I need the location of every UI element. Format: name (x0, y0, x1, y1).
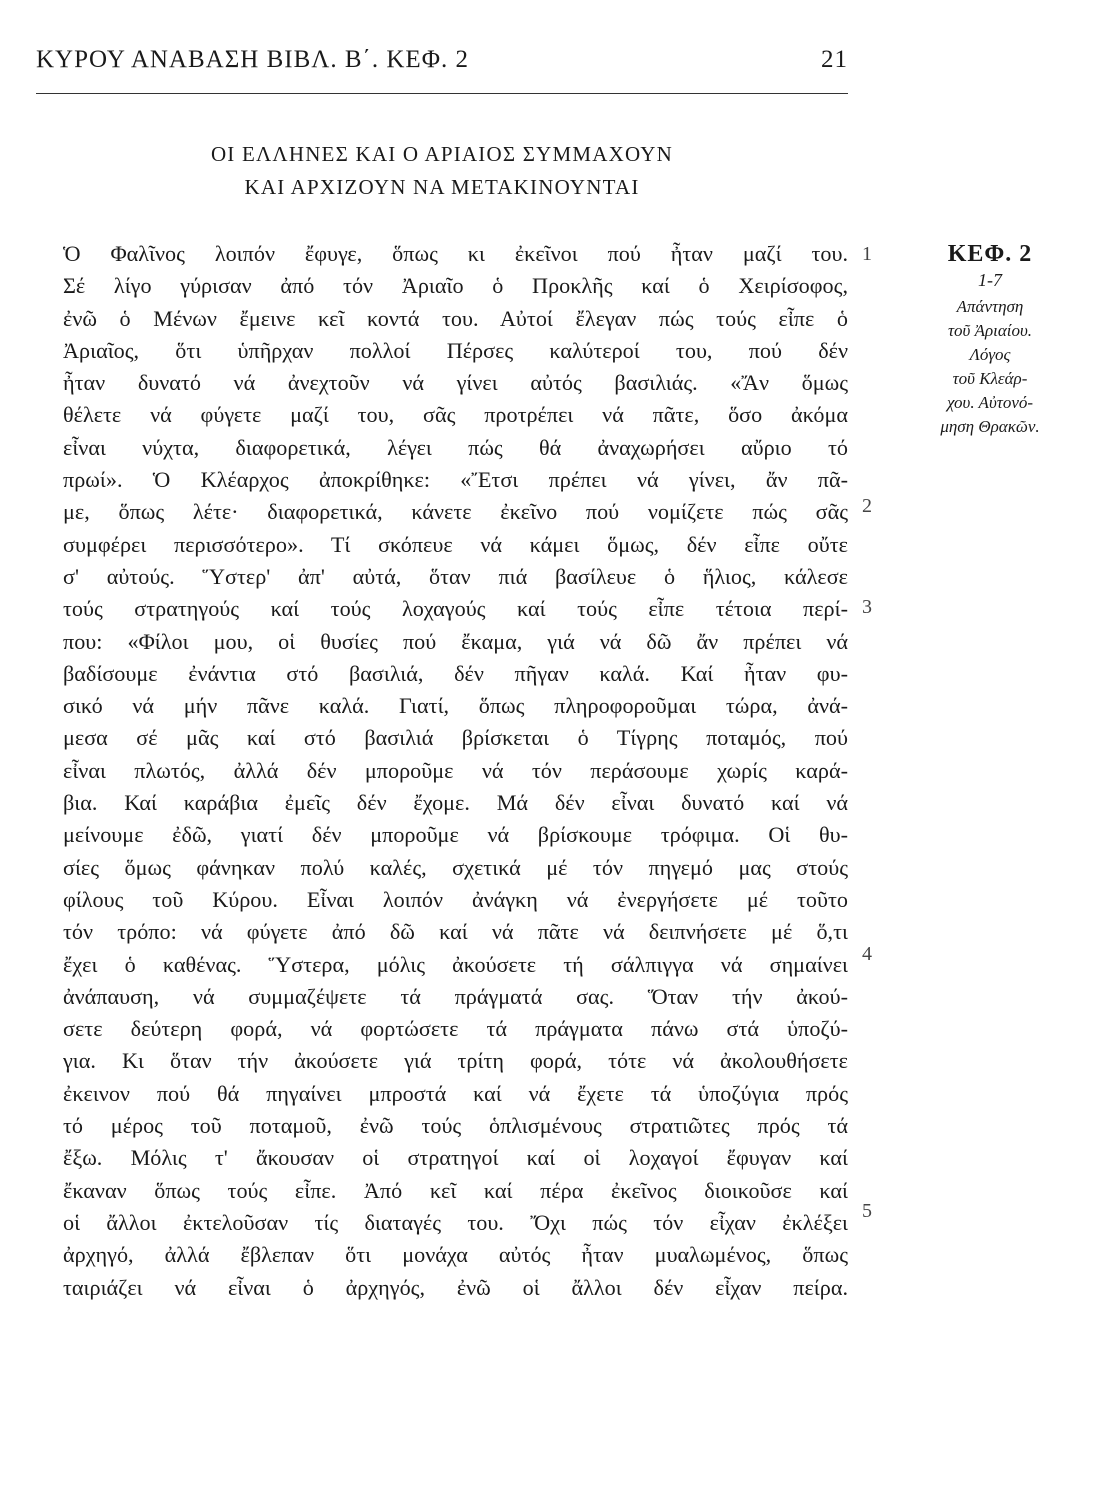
running-title: ΚΥΡΟΥ ΑΝΑΒΑΣΗ ΒΙΒΛ. Β΄. ΚΕΦ. 2 (36, 46, 469, 73)
text-line: θέλετε νά φύγετε μαζί του, σᾶς προτρέπει νά πᾶτε, ὅσο ἀκόμα (63, 402, 848, 428)
text-line: ἔξω. Μόλις τ' ἄκουσαν οἱ στρατηγοί καί οἱ λοχαγοί ἔφυγαν καί (63, 1145, 848, 1171)
text-line: Σέ λίγο γύρισαν ἀπό τόν Ἀριαῖο ὁ Προκλῆς καί ὁ Χειρίσοφος, (63, 273, 848, 299)
text-line: Ἀριαῖος, ὅτι ὑπῆρχαν πολλοί Πέρσες καλύτεροί του, πού δέν (63, 337, 848, 363)
text-line: εἶναι νύχτα, διαφορετικά, λέγει πώς θά ἀναχωρήσει αὔριο τό (63, 434, 848, 460)
summary-line: χου. Αὐτονό- (946, 393, 1034, 412)
margin-summary (905, 241, 1075, 439)
text-line: ἔχει ὁ καθένας. Ὕστερα, μόλις ἀκούσετε τή σάλπιγγα νά σημαίνει (63, 951, 848, 977)
text-line: τό μέρος τοῦ ποταμοῦ, ἐνῶ τούς ὁπλισμένους στρατιῶτες πρός τά (63, 1113, 848, 1139)
text-line: για. Κι ὅταν τήν ἀκούσετε γιά τρίτη φορά, τότε νά ἀκολουθήσετε (63, 1048, 848, 1074)
page-number: 21 (821, 46, 848, 73)
text-line: Ὁ Φαλῖνος λοιπόν ἔφυγε, ὅπως κι ἐκεῖνοι πού ἦταν μαζί του. (63, 241, 848, 266)
text-line: που: «Φίλοι μου, οἱ θυσίες πού ἔκαμα, γιά νά δῶ ἄν πρέπει νά (63, 628, 848, 654)
section-number-4: 4 (862, 943, 872, 965)
section-number-1: 1 (862, 243, 872, 265)
text-line: πρωί». Ὁ Κλέαρχος ἀποκρίθηκε: «Ἔτσι πρέπει νά γίνει, ἄν πᾶ- (63, 467, 848, 493)
header-rule (36, 93, 848, 94)
body-text (63, 238, 848, 1304)
summary-line: τοῦ Ἀριαίου. (947, 321, 1033, 340)
section-number-5: 5 (862, 1200, 872, 1222)
text-line: ἦταν δυνατό νά ἀνεχτοῦν νά γίνει αὐτός βασιλιάς. «Ἄν ὅμως (63, 370, 848, 396)
text-line: ἐκεινον πού θά πηγαίνει μπροστά καί νά ἔχετε τά ὑποζύγια πρός (63, 1080, 848, 1106)
text-line: τούς στρατηγούς καί τούς λοχαγούς καί τούς εἶπε τέτοια περί- (63, 596, 848, 622)
text-line: οἱ ἄλλοι ἐκτελοῦσαν τίς διαταγές του. Ὄχι πώς τόν εἶχαν ἐκλέξει (63, 1209, 848, 1235)
text-line: φίλους τοῦ Κύρου. Εἶναι λοιπόν ἀνάγκη νά ἐνεργήσετε μέ τοῦτο (63, 886, 848, 912)
running-header (36, 46, 848, 86)
text-line: μεσα σέ μᾶς καί στό βασιλιά βρίσκεται ὁ Τίγρης ποταμός, πού (63, 725, 848, 751)
text-line: σ' αὐτούς. Ὕστερ' ἀπ' αὐτά, ὅταν πιά βασίλευε ὁ ἥλιος, κάλεσε (63, 563, 848, 589)
text-line: ἀνάπαυση, νά συμμαζέψετε τά πράγματά σας. Ὅταν τήν ἀκού- (63, 983, 848, 1009)
summary-line: μηση Θρακῶν. (940, 417, 1040, 436)
text-line: ἐνῶ ὁ Μένων ἔμεινε κεῖ κοντά του. Αὐτοί ἔλεγαν πώς τούς εἶπε ὁ (63, 305, 848, 331)
text-line: ἀρχηγό, ἀλλά ἔβλεπαν ὅτι μονάχα αὐτός ἦταν μυαλωμένος, ὅπως (63, 1242, 848, 1268)
text-line: τόν τρόπο: νά φύγετε ἀπό δῶ καί νά πᾶτε νά δειπνήσετε μέ ὅ,τι (63, 919, 848, 945)
section-heading (36, 138, 848, 204)
text-line: μείνουμε ἐδῶ, γιατί δέν μποροῦμε νά βρίσκουμε τρόφιμα. Οἱ θυ- (63, 822, 848, 848)
text-line: εἶναι πλωτός, ἀλλά δέν μποροῦμε νά τόν περάσουμε χωρίς καρά- (63, 757, 848, 783)
chapter-label: ΚΕΦ. 2 (947, 241, 1033, 267)
summary-line: τοῦ Κλεάρ- (952, 369, 1028, 388)
text-line: σετε δεύτερη φορά, νά φορτώσετε τά πράγματα πάνω στά ὑποζύ- (63, 1016, 848, 1042)
summary-line: Απάντηση (956, 297, 1024, 316)
text-line: σικό νά μήν πᾶνε καλά. Γιατί, ὅπως πληροφοροῦμαι τώρα, ἀνά- (63, 693, 848, 719)
summary-line: Λόγος (969, 345, 1011, 364)
text-line: συμφέρει περισσότερο». Τί σκόπευε νά κάμει ὅμως, δέν εἶπε οὔτε (63, 531, 848, 557)
section-number-3: 3 (862, 596, 872, 618)
text-line: σίες ὅμως φάνηκαν πολύ καλές, σχετικά μέ τόν πηγεμό μας στούς (63, 854, 848, 880)
heading-line-1: ΟΙ ΕΛΛΗΝΕΣ ΚΑΙ Ο ΑΡΙΑΙΟΣ ΣΥΜΜΑΧΟΥΝ (210, 142, 674, 166)
text-line: ταιριάζει νά εἶναι ὁ ἀρχηγός, ἐνῶ οἱ ἄλλοι δέν εἶχαν πείρα. (63, 1274, 848, 1300)
text-line: βια. Καί καράβια ἐμεῖς δέν ἔχομε. Μά δέν εἶναι δυνατό καί νά (63, 790, 848, 816)
heading-line-2: ΚΑΙ ΑΡΧΙΖΟΥΝ ΝΑ ΜΕΤΑΚΙΝΟΥΝΤΑΙ (244, 175, 640, 199)
text-line: με, ὅπως λέτε· διαφορετικά, κάνετε ἐκεῖνο πού νομίζετε πώς σᾶς (63, 499, 848, 525)
summary-note (905, 295, 1075, 439)
text-line: ἔκαναν ὅπως τούς εἶπε. Ἀπό κεῖ καί πέρα ἐκεῖνος διοικοῦσε καί (63, 1177, 848, 1203)
section-number-2: 2 (862, 495, 872, 517)
text-line: βαδίσουμε ἐνάντια στό βασιλιά, δέν πῆγαν καλά. Καί ἦταν φυ- (63, 660, 848, 686)
section-range: 1-7 (978, 270, 1002, 290)
